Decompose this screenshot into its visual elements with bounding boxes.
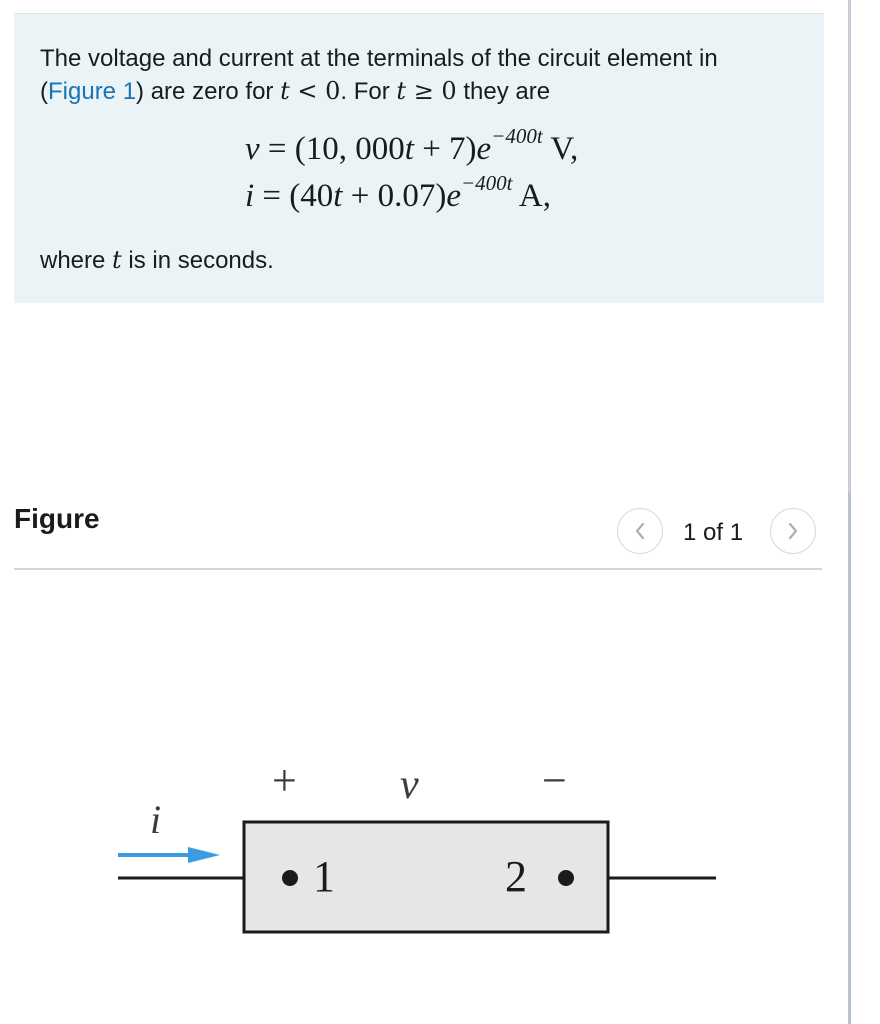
units-note (40, 246, 274, 275)
where-post: is in seconds. (121, 247, 274, 274)
terminal-2-dot (558, 870, 574, 886)
voltage-equation (245, 124, 579, 168)
eq-i-exponent: −400t (460, 171, 513, 195)
math-t: t (112, 246, 122, 274)
eq-i-e: e (446, 178, 461, 214)
eq-v-rhs-a: = (10, 000 (259, 131, 405, 167)
chevron-left-icon (632, 521, 648, 541)
minus-label: − (542, 756, 567, 805)
math-t: t (280, 77, 290, 105)
current-arrow (118, 847, 220, 863)
terminal-1-dot (282, 870, 298, 886)
intro-after-link: ) are zero for (136, 78, 281, 105)
prev-figure-button[interactable] (617, 508, 663, 554)
figure-counter: 1 of 1 (683, 519, 744, 546)
eq-v-lhs: v (245, 131, 260, 167)
intro-they-are: they are (456, 78, 551, 105)
figure-link[interactable]: Figure 1 (48, 78, 137, 105)
eq-i-unit: A, (512, 178, 551, 214)
figure-divider (14, 568, 822, 570)
eq-v-rhs-b: + 7) (413, 131, 477, 167)
figure-heading: Figure (14, 503, 100, 534)
terminal-1-label: 1 (313, 852, 335, 901)
intro-line1: The voltage and current at the terminals of the circuit element in (40, 45, 718, 72)
where-pre: where (40, 247, 113, 274)
plus-label: + (272, 756, 297, 805)
math-t: t (396, 77, 407, 105)
terminal-2-label: 2 (505, 852, 527, 901)
circuit-element-diagram (0, 740, 880, 1000)
eq-i-t: t (333, 178, 343, 214)
intro-for: . For (340, 78, 397, 105)
math-ge-zero: ≥ 0 (406, 77, 457, 105)
eq-v-unit: V, (542, 131, 579, 167)
eq-i-lhs: i (245, 178, 255, 214)
math-lt-zero: < 0 (289, 77, 341, 105)
eq-v-e: e (476, 131, 492, 167)
eq-v-exponent: −400t (491, 124, 543, 148)
circuit-element-box (244, 822, 608, 932)
eq-v-t: t (404, 131, 414, 167)
problem-intro (40, 42, 800, 108)
eq-i-rhs-b: + 0.07) (342, 178, 447, 214)
chevron-right-icon (785, 521, 801, 541)
voltage-label: v (400, 762, 419, 808)
intro-paren: ( (40, 78, 48, 105)
current-label: i (150, 797, 162, 842)
eq-i-rhs-a: = (40 (254, 178, 334, 214)
current-equation (245, 171, 551, 215)
next-figure-button[interactable] (770, 508, 816, 554)
problem-statement (14, 13, 824, 303)
